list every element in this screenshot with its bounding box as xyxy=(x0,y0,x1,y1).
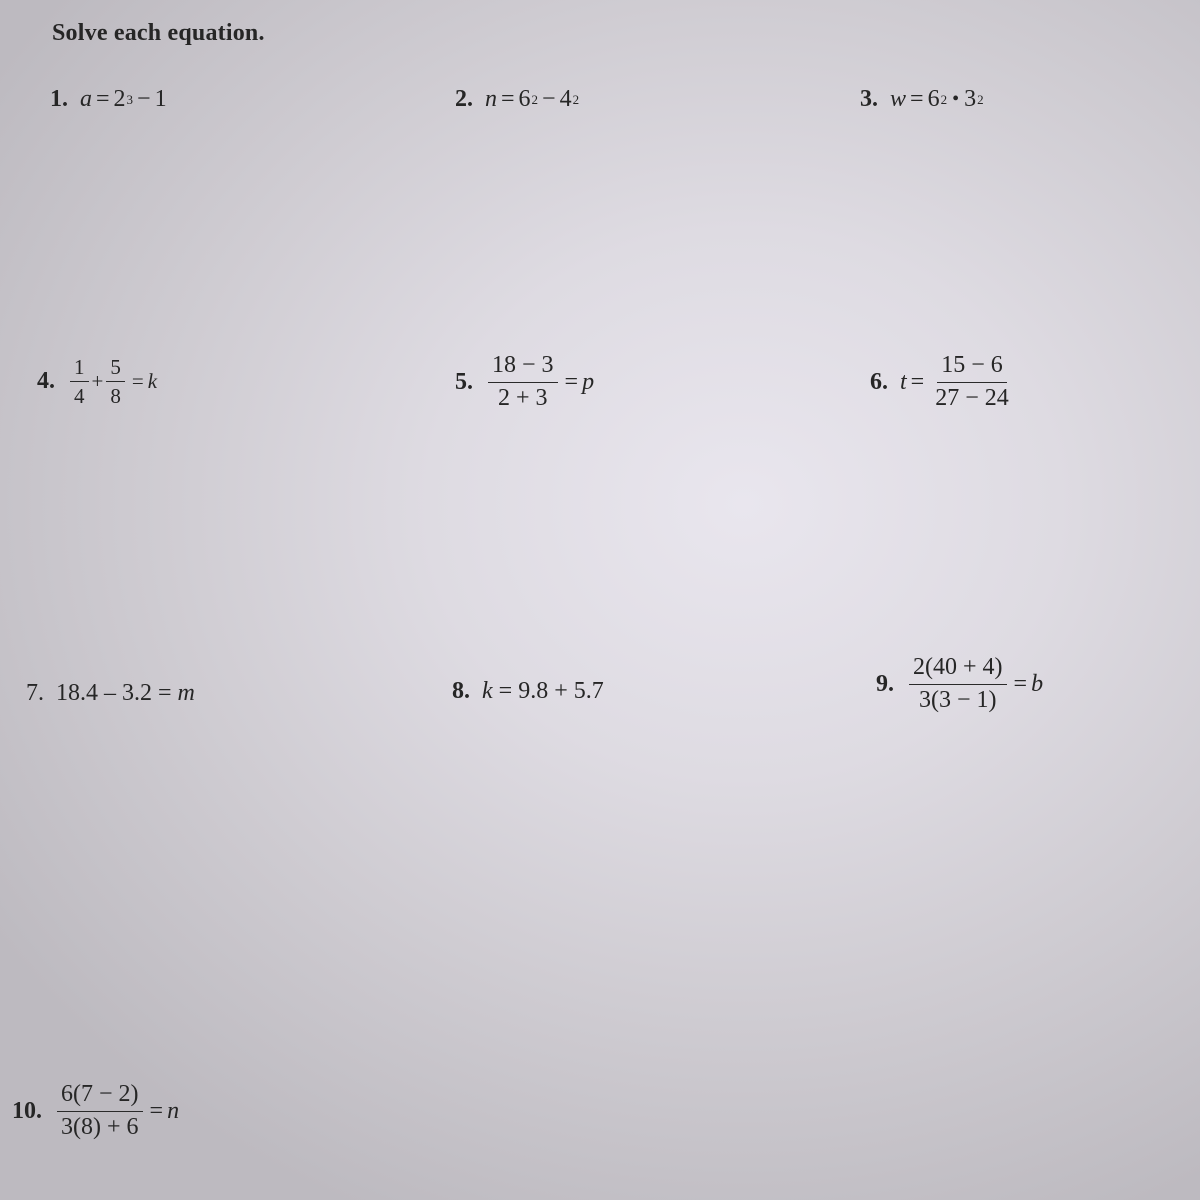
fraction-denominator: 4 xyxy=(74,384,85,409)
power-base: 3 xyxy=(964,86,977,112)
problem-6 xyxy=(870,352,1016,412)
worksheet-heading: Solve each equation. xyxy=(52,20,265,46)
problem-5 xyxy=(455,352,594,412)
power-base: 6 xyxy=(518,86,531,112)
equals-sign: = xyxy=(149,1097,164,1124)
problem-9 xyxy=(876,654,1043,714)
problem-number: 1. xyxy=(50,86,68,112)
fraction xyxy=(488,352,558,412)
fraction-denominator: 3(8) + 6 xyxy=(61,1113,139,1140)
equals-sign: = xyxy=(1013,670,1028,697)
problem-7 xyxy=(26,680,195,707)
fraction-numerator: 6(7 − 2) xyxy=(57,1081,143,1112)
problem-1: 1. a = 2 3 − 1 xyxy=(50,86,167,112)
constant: 1 xyxy=(154,86,167,112)
variable: k xyxy=(147,369,158,394)
equals-sign: = xyxy=(501,86,515,112)
problem-3: 3. w = 6 2 • 3 2 xyxy=(860,86,984,112)
problem-number: 8. xyxy=(452,678,470,704)
fraction-numerator: 5 xyxy=(106,355,125,382)
variable: m xyxy=(177,680,195,706)
equals-sign: = xyxy=(910,86,924,112)
fraction-numerator: 15 − 6 xyxy=(937,352,1007,383)
equals-sign: = xyxy=(131,369,144,394)
problem-2: 2. n = 6 2 − 4 2 xyxy=(455,86,580,112)
minus-sign: − xyxy=(542,86,556,112)
variable: n xyxy=(167,1097,180,1124)
multiply-dot: • xyxy=(952,88,960,110)
equals-sign: = xyxy=(96,86,110,112)
fraction-numerator: 2(40 + 4) xyxy=(909,654,1007,685)
problem-number: 10. xyxy=(12,1097,42,1124)
problem-10 xyxy=(12,1081,179,1141)
problem-number: 5. xyxy=(455,368,473,395)
equals-sign: = xyxy=(910,368,925,395)
power-base: 4 xyxy=(559,86,572,112)
minus-sign: − xyxy=(137,86,151,112)
fraction-denominator: 27 − 24 xyxy=(935,384,1009,411)
fraction-numerator: 1 xyxy=(70,355,89,382)
fraction xyxy=(70,355,89,408)
expression: = 9.8 + 5.7 xyxy=(498,678,604,704)
problem-number: 3. xyxy=(860,86,878,112)
variable: p xyxy=(582,368,595,395)
fraction xyxy=(106,355,125,408)
problem-number: 9. xyxy=(876,670,894,697)
fraction-denominator: 2 + 3 xyxy=(498,384,548,411)
problem-4 xyxy=(37,355,157,408)
problem-number: 4. xyxy=(37,368,55,395)
fraction xyxy=(931,352,1013,412)
power-base: 2 xyxy=(113,86,126,112)
problem-number: 2. xyxy=(455,86,473,112)
fraction xyxy=(57,1081,143,1141)
problem-number: 6. xyxy=(870,368,888,395)
variable: b xyxy=(1031,670,1044,697)
fraction-denominator: 3(3 − 1) xyxy=(919,686,997,713)
expression: 18.4 – 3.2 = xyxy=(56,680,172,706)
power-base: 6 xyxy=(927,86,940,112)
variable: k xyxy=(482,678,493,704)
fraction-numerator: 18 − 3 xyxy=(488,352,558,383)
problem-number: 7. xyxy=(26,680,44,706)
fraction xyxy=(909,654,1007,714)
plus-sign: + xyxy=(91,369,104,394)
variable: a xyxy=(80,86,92,112)
variable: w xyxy=(890,86,907,112)
equals-sign: = xyxy=(564,368,579,395)
variable: n xyxy=(485,86,497,112)
problem-8 xyxy=(452,678,604,705)
fraction-denominator: 8 xyxy=(110,384,121,409)
variable: t xyxy=(900,368,907,395)
